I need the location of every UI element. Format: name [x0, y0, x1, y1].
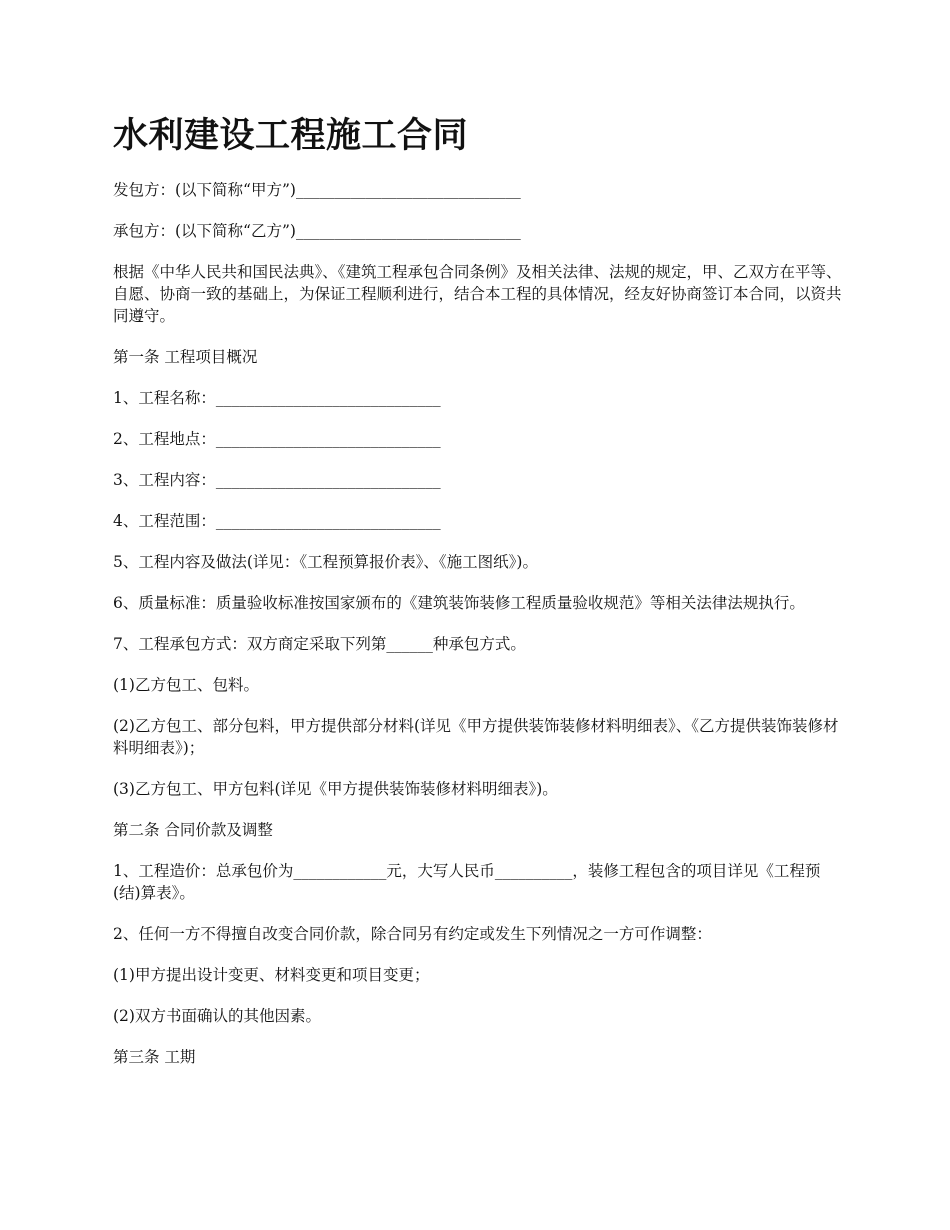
party-a-line: 发包方：(以下简称“甲方”)_____________________________	[113, 181, 521, 199]
price-adjustment-line: 2、任何一方不得擅自改变合同价款，除合同另有约定或发生下列情况之一方可作调整：	[113, 925, 712, 943]
project-location-line: 2、工程地点：_____________________________	[113, 430, 441, 448]
mode-option-1: (1)乙方包工、包料。	[113, 676, 259, 694]
contract-mode-line: 7、工程承包方式：双方商定采取下列第______种承包方式。	[113, 635, 526, 653]
adjustment-case-1: (1)甲方提出设计变更、材料变更和项目变更；	[113, 966, 430, 984]
document-page	[113, 112, 843, 1087]
article-2-heading: 第二条 合同价款及调整	[113, 821, 273, 839]
project-method-line: 5、工程内容及做法(详见：《工程预算报价表》、《施工图纸》)。	[113, 553, 538, 571]
project-content-line: 3、工程内容：_____________________________	[113, 471, 441, 489]
article-3-heading: 第三条 工期	[113, 1048, 196, 1066]
document-title: 水利建设工程施工合同	[113, 116, 469, 156]
mode-option-2: (2)乙方包工、部分包料，甲方提供部分材料(详见《甲方提供装饰装修材料明细表》、《乙方提供装饰装修材料明细表》)；	[113, 717, 839, 757]
project-name-line: 1、工程名称：_____________________________	[113, 389, 441, 407]
quality-standard-paragraph: 6、质量标准：质量验收标准按国家颁布的《建筑装饰装修工程质量验收规范》等相关法律法规执行。	[113, 594, 805, 612]
project-scope-line: 4、工程范围：_____________________________	[113, 512, 441, 530]
preamble-paragraph: 根据《中华人民共和国民法典》、《建筑工程承包合同条例》及相关法律、法规的规定，甲、乙双方在平等、自愿、协商一致的基础上，为保证工程顺利进行，结合本工程的具体情况，经友好协商签订本合同，以资共同遵守。	[113, 263, 842, 325]
party-b-line: 承包方：(以下简称“乙方”)_____________________________	[113, 222, 521, 240]
contract-price-paragraph: 1、工程造价：总承包价为____________元，大写人民币__________，装修工程包含的项目详见《工程预(结)算表》。	[113, 862, 821, 902]
adjustment-case-2: (2)双方书面确认的其他因素。	[113, 1007, 321, 1025]
mode-option-3: (3)乙方包工、甲方包料(详见《甲方提供装饰装修材料明细表》)。	[113, 780, 558, 798]
article-1-heading: 第一条 工程项目概况	[113, 348, 258, 366]
